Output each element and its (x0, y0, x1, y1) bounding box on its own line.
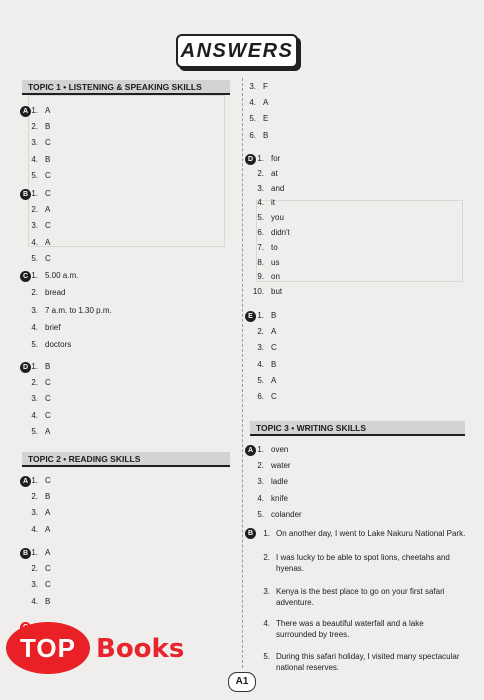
answer-value: brief (45, 322, 61, 332)
answer-value: B (45, 122, 51, 132)
answer-value: B (45, 154, 51, 164)
answer-value: A (45, 426, 51, 436)
answer-value: A (45, 106, 51, 115)
answer-number: 6. (257, 392, 264, 401)
right-cont-answer-4 (240, 131, 268, 141)
answer-value: us (271, 257, 280, 267)
answer-value: A (45, 524, 51, 534)
answer-value: B (45, 362, 51, 371)
topic2-b-answer-3 (22, 580, 51, 590)
answer-number: 5. (31, 253, 38, 263)
answer-number: 3. (31, 394, 38, 404)
topic3-a-answer-1 (248, 445, 288, 455)
answer-sentence: On another day, I went to Lake Nakuru National Park. (276, 529, 466, 538)
answer-number: 2. (31, 205, 38, 215)
topic1-c-answer-5 (22, 340, 71, 350)
answer-value: C (45, 580, 51, 590)
answers-title (176, 32, 298, 66)
topic1-d-answer-5 (22, 427, 50, 437)
right-section-d-badge: D (245, 154, 256, 165)
answer-value: for (271, 154, 281, 163)
answer-number: 4. (31, 410, 38, 420)
answer-number: 5. (257, 375, 264, 385)
answer-number: 3. (31, 305, 38, 315)
answer-value: B (45, 596, 51, 606)
topic1-heading: TOPIC 1 • LISTENING & SPEAKING SKILLS (22, 80, 230, 95)
answer-number: 8. (257, 257, 264, 267)
right-d-answer-2 (248, 169, 278, 179)
topbooks-logo-top: TOP (6, 622, 90, 674)
answer-value: C (45, 170, 51, 180)
answer-number: 3. (31, 508, 38, 518)
topic3-b-sentence-4 (263, 618, 466, 640)
answer-number: 3. (31, 221, 38, 231)
answer-number: 3. (31, 580, 38, 590)
answer-value: 7 a.m. to 1.30 p.m. (45, 305, 112, 315)
answer-number: 2. (31, 122, 38, 132)
topic3-a-answer-5 (248, 510, 302, 520)
answer-number: 2. (31, 492, 38, 502)
topic1-b-answer-2 (22, 205, 50, 215)
topic1-a-answer-4 (22, 155, 50, 165)
right-d-answer-9 (248, 272, 280, 282)
column-divider (242, 78, 243, 668)
answer-value: C (45, 410, 51, 420)
answer-value: A (45, 237, 51, 247)
answer-value: B (271, 359, 277, 369)
answer-number: 10. (252, 287, 264, 297)
answer-value: C (45, 394, 51, 404)
answer-value: C (45, 378, 51, 388)
answer-number: 5. (31, 170, 38, 180)
topic3-b-sentence-3 (263, 586, 466, 608)
right-e-answer-5 (248, 376, 276, 386)
answer-value: F (263, 82, 268, 91)
topic1-b-answer-5 (22, 254, 51, 264)
right-section-e-badge: E (245, 311, 256, 322)
topic1-d-answer-1 (22, 362, 50, 372)
answer-number: 4. (257, 493, 264, 503)
answer-number: 1. (31, 271, 38, 280)
right-e-answer-2 (248, 327, 276, 337)
right-d-answer-5 (248, 213, 284, 223)
topic1-a-answer-1 (22, 106, 50, 116)
answers-title-text: ANSWERS (176, 34, 298, 68)
topic3-a-answer-2 (248, 461, 291, 471)
topic1-b-answer-1 (22, 189, 51, 199)
right-d-answer-7 (248, 243, 278, 253)
topic2-a-answer-3 (22, 508, 50, 518)
right-e-answer-6 (248, 392, 277, 402)
answer-value: C (271, 392, 277, 401)
topic3-a-answer-4 (248, 494, 288, 504)
topic3-b-sentence-5 (263, 651, 466, 673)
answer-value: A (45, 205, 51, 215)
topic2-b-answer-4 (22, 597, 50, 607)
topic1-section-b-badge: B (20, 189, 31, 200)
answer-number: 9. (257, 272, 264, 282)
topic3-section-b-badge: B (245, 528, 256, 539)
right-cont-answer-1 (240, 82, 268, 92)
topic1-c-answer-2 (22, 288, 65, 298)
answer-value: colander (271, 509, 302, 519)
topic3-heading: TOPIC 3 • WRITING SKILLS (250, 421, 465, 436)
answer-number: 1. (263, 529, 270, 538)
answer-number: 1. (31, 362, 38, 371)
answer-number: 1. (257, 154, 264, 163)
answer-value: C (45, 476, 51, 485)
answer-number: 1. (257, 311, 264, 320)
answer-value: C (45, 564, 51, 574)
answer-value: and (271, 183, 285, 193)
answer-number: 2. (257, 168, 264, 178)
answer-value: C (45, 138, 51, 148)
topic1-c-answer-4 (22, 323, 61, 333)
answer-value: C (45, 189, 51, 198)
bleed-through-box (256, 200, 463, 282)
answer-number: 3. (249, 82, 256, 91)
topic2-b-answer-2 (22, 564, 51, 574)
answer-number: 1. (31, 548, 38, 557)
topic2-a-answer-2 (22, 492, 50, 502)
answer-sentence: I was lucky to be able to spot lions, cheetahs and hyenas. (276, 553, 450, 573)
topic1-c-answer-3 (22, 306, 112, 316)
answer-number: 1. (31, 476, 38, 485)
answer-number: 4. (31, 322, 38, 332)
answer-value: bread (45, 288, 66, 298)
answer-value: B (263, 130, 269, 140)
answer-number: 2. (31, 378, 38, 388)
answer-value: B (271, 311, 277, 320)
answer-sentence: There was a beautiful waterfall and a lake surrounded by trees. (276, 619, 424, 639)
answer-value: A (45, 548, 51, 557)
answer-number: 1. (31, 106, 38, 115)
answer-value: 5.00 a.m. (45, 271, 79, 280)
right-e-answer-1 (248, 311, 276, 321)
answer-number: 3. (257, 343, 264, 353)
answer-number: 6. (257, 228, 264, 237)
topic2-b-answer-1 (22, 548, 50, 558)
right-d-answer-1 (248, 154, 280, 164)
answer-number: 6. (249, 130, 256, 140)
right-d-answer-8 (248, 258, 279, 268)
answer-value: didn't (271, 228, 290, 237)
topic2-section-b-badge: B (20, 548, 31, 559)
topic1-d-answer-4 (22, 411, 51, 421)
answer-value: oven (271, 445, 289, 454)
answer-value: B (45, 492, 51, 502)
answer-value: A (45, 508, 51, 518)
topic1-d-answer-2 (22, 378, 51, 388)
topic2-a-answer-1 (22, 476, 51, 486)
topic1-b-answer-3 (22, 221, 51, 231)
topic1-a-answer-2 (22, 122, 50, 132)
topic1-section-c-badge: C (20, 271, 31, 282)
answer-number: 5. (257, 213, 264, 223)
answer-number: 2. (263, 553, 270, 562)
answer-number: 4. (31, 524, 38, 534)
answer-value: C (271, 343, 277, 353)
answer-number: 4. (249, 98, 256, 108)
answer-number: 4. (263, 619, 270, 628)
right-e-answer-4 (248, 360, 276, 370)
answer-value: at (271, 168, 278, 178)
topic3-b-sentence-1 (263, 528, 466, 539)
answer-number: 3. (31, 138, 38, 148)
answer-value: C (45, 253, 51, 263)
answer-number: 5. (31, 340, 38, 350)
right-cont-answer-3 (240, 114, 268, 124)
answer-value: A (271, 327, 277, 337)
answer-number: 1. (31, 189, 38, 198)
answer-number: 4. (257, 198, 264, 208)
right-cont-answer-2 (240, 98, 268, 108)
right-d-answer-10 (248, 287, 282, 297)
answer-value: you (271, 213, 284, 223)
bleed-through-box (28, 95, 225, 247)
answer-value: but (271, 287, 283, 297)
answer-value: doctors (45, 340, 72, 350)
answer-value: A (263, 98, 269, 108)
answer-value: to (271, 242, 278, 252)
topic3-b-sentence-2 (263, 552, 466, 574)
page-number: A1 (228, 672, 256, 692)
topic1-c-answer-1 (22, 271, 78, 281)
topic2-section-a-badge: A (20, 476, 31, 487)
topic1-d-answer-3 (22, 394, 51, 404)
answer-number: 2. (257, 461, 264, 471)
topic2-a-answer-4 (22, 525, 50, 535)
topic1-section-a-badge: A (20, 106, 31, 117)
answer-number: 4. (31, 154, 38, 164)
right-d-answer-3 (248, 184, 284, 194)
answer-value: C (45, 221, 51, 231)
answer-value: E (263, 114, 269, 124)
topic1-b-answer-4 (22, 238, 50, 248)
answer-number: 1. (257, 445, 264, 454)
answer-sentence: During this safari holiday, I visited many spectacular national reserves. (276, 652, 460, 672)
answer-value: A (271, 375, 277, 385)
topic1-a-answer-3 (22, 138, 51, 148)
answer-number: 5. (249, 114, 256, 124)
answer-number: 5. (31, 426, 38, 436)
right-e-answer-3 (248, 343, 277, 353)
answer-number: 3. (263, 587, 270, 596)
answer-number: 2. (257, 327, 264, 337)
topbooks-logo-books: Books (96, 634, 185, 664)
answer-number: 2. (31, 564, 38, 574)
answer-value: water (271, 461, 291, 471)
right-d-answer-4 (248, 198, 275, 208)
topic1-a-answer-5 (22, 171, 51, 181)
right-d-answer-6 (248, 228, 290, 238)
answer-number: 4. (31, 237, 38, 247)
answer-number: 5. (257, 509, 264, 519)
topic3-a-answer-3 (248, 477, 288, 487)
answer-number: 2. (31, 288, 38, 298)
answer-value: knife (271, 493, 288, 503)
answer-value: on (271, 272, 280, 282)
answer-number: 5. (263, 652, 270, 661)
topic1-section-d-badge: D (20, 362, 31, 373)
topic2-heading: TOPIC 2 • READING SKILLS (22, 452, 230, 467)
answer-number: 4. (257, 359, 264, 369)
answer-sentence: Kenya is the best place to go on your first safari adventure. (276, 587, 445, 607)
answer-value: ladle (271, 477, 288, 487)
answer-number: 3. (257, 183, 264, 193)
answer-number: 3. (257, 477, 264, 487)
answer-number: 7. (257, 242, 264, 252)
answer-value: it (271, 198, 275, 208)
answer-number: 4. (31, 596, 38, 606)
topic3-section-a-badge: A (245, 445, 256, 456)
